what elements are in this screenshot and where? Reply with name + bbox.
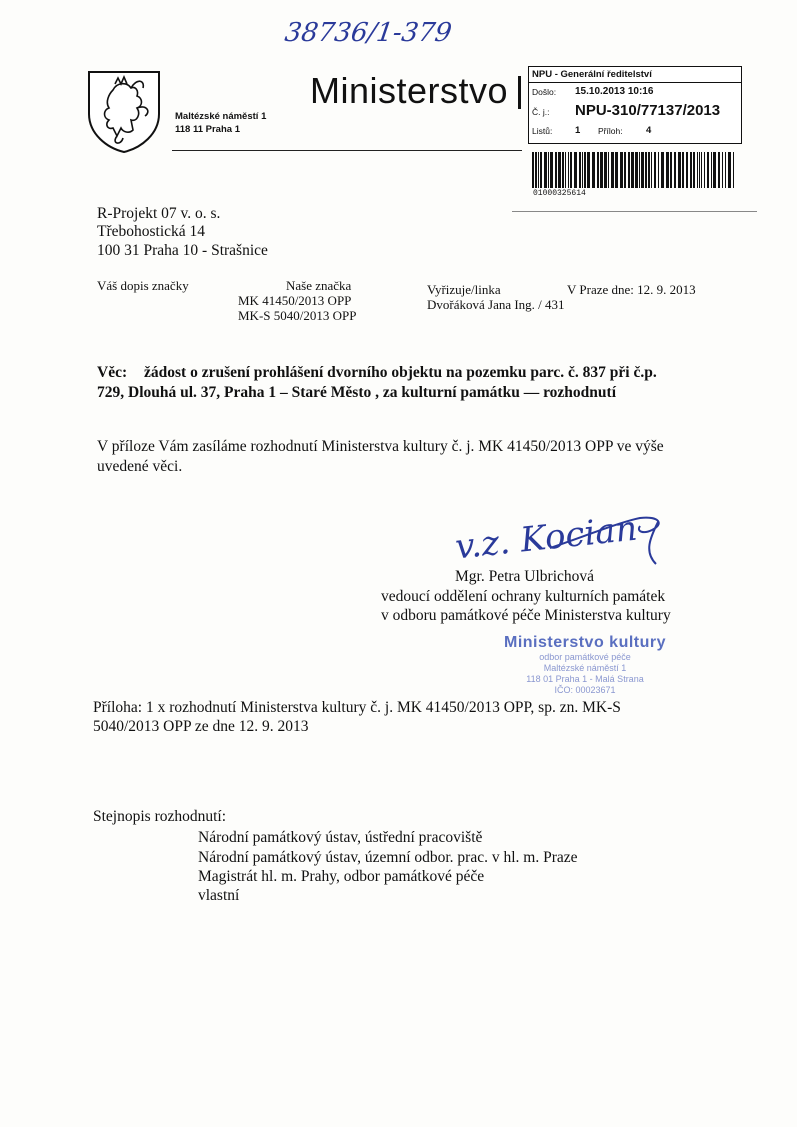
barcode-bar (608, 152, 609, 188)
barcode-bar (540, 152, 542, 188)
handwritten-reference: 38736/1-379 (282, 18, 454, 48)
address-line-2: 118 11 Praha 1 (175, 124, 240, 135)
address-line-1: Maltézské náměstí 1 (175, 111, 267, 122)
barcode-bar (615, 152, 618, 188)
barcode-bar (584, 152, 586, 188)
ref-label: Č. j.: (532, 107, 550, 117)
barcode-bar (718, 152, 720, 188)
barcode-bar (697, 152, 698, 188)
barcode-bar (579, 152, 581, 188)
subject-label: Věc: (97, 364, 128, 381)
barcode-bar (574, 152, 577, 188)
barcode-bar (568, 152, 569, 188)
barcode-bar (670, 152, 672, 188)
subject-line-1: žádost o zrušení prohlášení dvorního objektu na pozemku parc. č. 837 při č.p. (144, 364, 657, 381)
copies-item-1: Národní památkový ústav, ústřední pracoviště (198, 829, 483, 846)
handled-by-value: Dvořáková Jana Ing. / 431 (427, 297, 565, 312)
barcode-bar (535, 152, 537, 188)
attachment-line-2: 5040/2013 OPP ze dne 12. 9. 2013 (93, 718, 309, 735)
copies-item-2: Národní památkový ústav, územní odbor. prac. v hl. m. Praze (198, 849, 578, 866)
barcode-bar (654, 152, 656, 188)
recipient-line-3: 100 31 Praha 10 - Strašnice (97, 242, 268, 259)
office-stamp-line-3: Maltézské náměstí 1 (543, 663, 627, 673)
office-stamp-line-2: odbor památkové péče (539, 652, 631, 662)
body-line-2: uvedené věci. (97, 458, 183, 475)
subject-line-2: 729, Dlouhá ul. 37, Praha 1 – Staré Město , za kulturní památku — rozhodnutí (97, 384, 617, 401)
barcode-bar (733, 152, 734, 188)
our-ref-label: Naše značka (286, 278, 352, 293)
barcode-bar (678, 152, 681, 188)
copies-item-4: vlastní (198, 887, 240, 904)
barcode-bar (699, 152, 700, 188)
barcode-bar (648, 152, 650, 188)
office-stamp-line-4: 118 01 Praha 1 - Malá Strana (526, 674, 644, 684)
barcode-bar (538, 152, 539, 188)
barcode-bar (624, 152, 626, 188)
office-stamp-title: Ministerstvo kultury (503, 634, 667, 651)
barcode-bar (641, 152, 644, 188)
signatory-role-1: vedoucí oddělení ochrany kulturních památek (381, 588, 666, 605)
barcode-bar (570, 152, 572, 188)
barcode-number: 01000325614 (533, 189, 586, 198)
barcode-bar (620, 152, 623, 188)
stamp-header: NPU - Generální ředitelství (532, 69, 652, 80)
barcode-bar (674, 152, 676, 188)
attachments-label: Příloh: (598, 126, 623, 136)
ref-value: NPU-310/77137/2013 (575, 102, 721, 119)
barcode-bar (600, 152, 603, 188)
handled-by-label: Vyřizuje/linka (427, 282, 501, 297)
sheets-label: Listů: (532, 126, 553, 136)
barcode-bar (548, 152, 549, 188)
barcode-bar (686, 152, 688, 188)
barcode-bar (728, 152, 731, 188)
barcode-bar (666, 152, 669, 188)
ministry-title: Ministerstvo (310, 70, 509, 111)
your-ref-label: Váš dopis značky (97, 278, 189, 293)
barcode-bar (592, 152, 595, 188)
barcode-bar (713, 152, 716, 188)
barcode-bar (604, 152, 607, 188)
receipt-stamp (528, 66, 742, 144)
signature-flourish (540, 508, 670, 570)
body-line-1: V příloze Vám zasíláme rozhodnutí Ministerstva kultury č. j. MK 41450/2013 OPP ve výše (97, 438, 664, 455)
barcode (532, 152, 738, 188)
barcode-bar (558, 152, 561, 188)
stamp-header-rule (529, 82, 741, 83)
barcode-bar (682, 152, 684, 188)
signatory-role-2: v odboru památkové péče Ministerstva kultury (381, 607, 671, 624)
stamp-underline (512, 211, 757, 212)
received-value: 15.10.2013 10:16 (575, 86, 654, 97)
barcode-bar (555, 152, 557, 188)
barcode-bar (658, 152, 659, 188)
barcode-bar (725, 152, 726, 188)
recipient-line-2: Třebohostická 14 (97, 223, 206, 240)
attachment-line-1: Příloha: 1 x rozhodnutí Ministerstva kultury č. j. MK 41450/2013 OPP, sp. zn. MK-S (93, 699, 621, 716)
our-ref-2: MK-S 5040/2013 OPP (238, 308, 357, 323)
barcode-bar (711, 152, 712, 188)
barcode-bar (722, 152, 723, 188)
coat-of-arms-logo (85, 68, 163, 154)
handwritten-signature: v.z. Kocian (453, 508, 640, 568)
barcode-bar (611, 152, 614, 188)
signatory-name: Mgr. Petra Ulbrichová (455, 568, 595, 585)
barcode-bar (651, 152, 652, 188)
received-label: Došlo: (532, 87, 557, 97)
copies-label: Stejnopis rozhodnutí: (93, 808, 227, 825)
barcode-bar (597, 152, 599, 188)
copies-item-3: Magistrát hl. m. Prahy, odbor památkové péče (198, 868, 485, 885)
barcode-bar (631, 152, 634, 188)
letter-date: V Praze dne: 12. 9. 2013 (567, 282, 696, 297)
barcode-bar (544, 152, 547, 188)
header-divider (172, 150, 522, 151)
recipient-line-1: R-Projekt 07 v. o. s. (97, 205, 221, 222)
sheets-value: 1 (575, 125, 581, 136)
barcode-bar (690, 152, 692, 188)
barcode-bar (645, 152, 647, 188)
barcode-bar (582, 152, 583, 188)
ministry-address (175, 110, 266, 136)
barcode-bar (701, 152, 702, 188)
title-cut-mark (518, 76, 521, 109)
barcode-bar (635, 152, 638, 188)
barcode-bar (628, 152, 630, 188)
barcode-bar (704, 152, 705, 188)
office-stamp (497, 634, 673, 696)
attachments-value: 4 (646, 125, 652, 136)
barcode-bar (693, 152, 695, 188)
barcode-bar (587, 152, 590, 188)
barcode-bar (562, 152, 564, 188)
barcode-bar (661, 152, 664, 188)
barcode-bar (550, 152, 553, 188)
office-stamp-line-5: IČO: 00023671 (554, 685, 616, 695)
our-ref-1: MK 41450/2013 OPP (238, 293, 352, 308)
barcode-bar (565, 152, 566, 188)
barcode-bar (707, 152, 709, 188)
barcode-bar (532, 152, 534, 188)
barcode-bar (639, 152, 640, 188)
